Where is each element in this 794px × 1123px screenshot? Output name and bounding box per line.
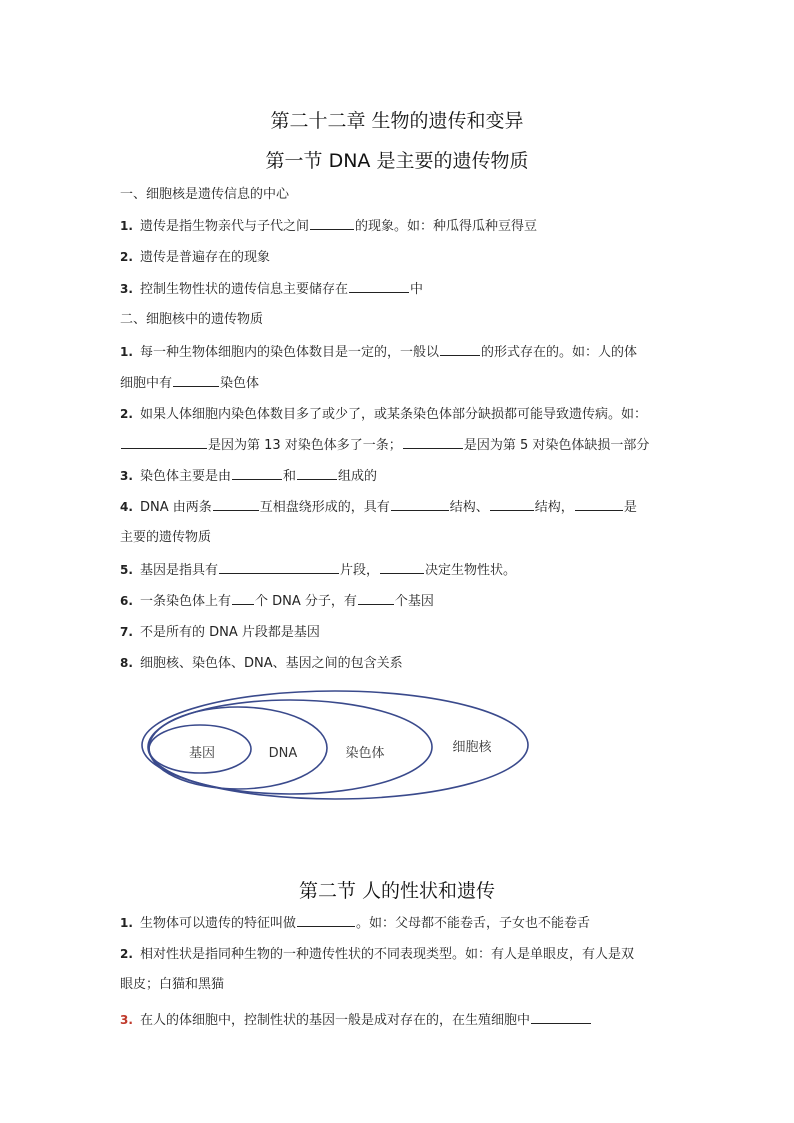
list-item-continued: 主要的遗传物质 xyxy=(120,530,212,545)
list-item-continued: 是因为第 13 对染色体多了一条； 是因为第 5 对染色体缺损一部分 xyxy=(120,435,649,456)
fill-blank xyxy=(490,497,534,511)
item-number: 3. xyxy=(120,469,133,483)
list-item: 2. 相对性状是指同种生物的一种遗传性状的不同表现类型。如：有人是单眼皮，有人是双 xyxy=(120,944,634,965)
fill-blank xyxy=(391,497,449,511)
fill-blank xyxy=(440,342,480,356)
item-number: 1. xyxy=(120,916,133,930)
item-number: 1. xyxy=(120,219,133,233)
list-item: 6. 一条染色体上有 个 DNA 分子，有 个基因 xyxy=(120,591,434,612)
containment-diagram xyxy=(140,690,540,810)
item-number: 6. xyxy=(120,594,133,608)
part2-heading: 二、细胞核中的遗传物质 xyxy=(120,312,264,327)
list-item: 2. 遗传是普遍存在的现象 xyxy=(120,247,270,268)
dna-ellipse xyxy=(149,707,327,789)
item-number: 7. xyxy=(120,625,133,639)
list-item: 7. 不是所有的 DNA 片段都是基因 xyxy=(120,622,320,643)
fill-blank xyxy=(173,373,219,387)
list-item-continued: 眼皮；白猫和黑猫 xyxy=(120,977,225,992)
fill-blank xyxy=(213,497,259,511)
list-item: 3. 控制生物性状的遗传信息主要储存在 中 xyxy=(120,279,423,300)
list-item: 5. 基因是指具有 片段， 决定生物性状。 xyxy=(120,560,516,581)
list-item: 3. 在人的体细胞中，控制性状的基因一般是成对存在的，在生殖细胞中 xyxy=(120,1010,592,1031)
fill-blank xyxy=(349,279,409,293)
fill-blank xyxy=(232,591,254,605)
dna-label: DNA xyxy=(268,746,298,761)
chapter-title: 第二十二章 生物的遗传和变异 xyxy=(270,110,524,132)
item-number: 5. xyxy=(120,563,133,577)
list-item: 4. DNA 由两条 互相盘绕形成的，具有 结构、 结构， 是 xyxy=(120,497,637,518)
item-number: 2. xyxy=(120,250,133,264)
fill-blank xyxy=(531,1010,591,1024)
list-item: 3. 染色体主要是由 和 组成的 xyxy=(120,466,377,487)
fill-blank xyxy=(121,435,207,449)
item-number: 3. xyxy=(120,282,133,296)
section1-title: 第一节 DNA 是主要的遗传物质 xyxy=(265,150,529,172)
fill-blank xyxy=(358,591,394,605)
item-number: 2. xyxy=(120,407,133,421)
fill-blank xyxy=(219,560,339,574)
list-item: 2. 如果人体细胞内染色体数目多了或少了，或某条染色体部分缺损都可能导致遗传病。如： xyxy=(120,404,647,425)
list-item: 1. 生物体可以遗传的特征叫做 。如：父母都不能卷舌，子女也不能卷舌 xyxy=(120,913,590,934)
item-number: 1. xyxy=(120,345,133,359)
fill-blank xyxy=(310,216,354,230)
fill-blank xyxy=(297,913,355,927)
gene-label: 基因 xyxy=(188,746,216,761)
fill-blank xyxy=(232,466,282,480)
list-item: 8. 细胞核、染色体、DNA、基因之间的包含关系 xyxy=(120,653,403,674)
fill-blank xyxy=(297,466,337,480)
list-item: 1. 每一种生物体细胞内的染色体数目是一定的，一般以 的形式存在的。如：人的体 xyxy=(120,342,637,363)
fill-blank xyxy=(575,497,623,511)
fill-blank xyxy=(380,560,424,574)
section2-title: 第二节 人的性状和遗传 xyxy=(298,880,496,902)
containment-diagram-svg xyxy=(140,690,540,810)
part1-heading: 一、细胞核是遗传信息的中心 xyxy=(120,187,290,202)
nucleus-label: 细胞核 xyxy=(452,740,492,755)
fill-blank xyxy=(403,435,463,449)
item-number: 2. xyxy=(120,947,133,961)
item-number: 3. xyxy=(120,1013,133,1027)
list-item-continued: 细胞中有 染色体 xyxy=(120,373,259,394)
item-number: 4. xyxy=(120,500,133,514)
item-number: 8. xyxy=(120,656,133,670)
list-item: 1. 遗传是指生物亲代与子代之间 的现象。如：种瓜得瓜种豆得豆 xyxy=(120,216,537,237)
chromosome-label: 染色体 xyxy=(345,746,385,761)
